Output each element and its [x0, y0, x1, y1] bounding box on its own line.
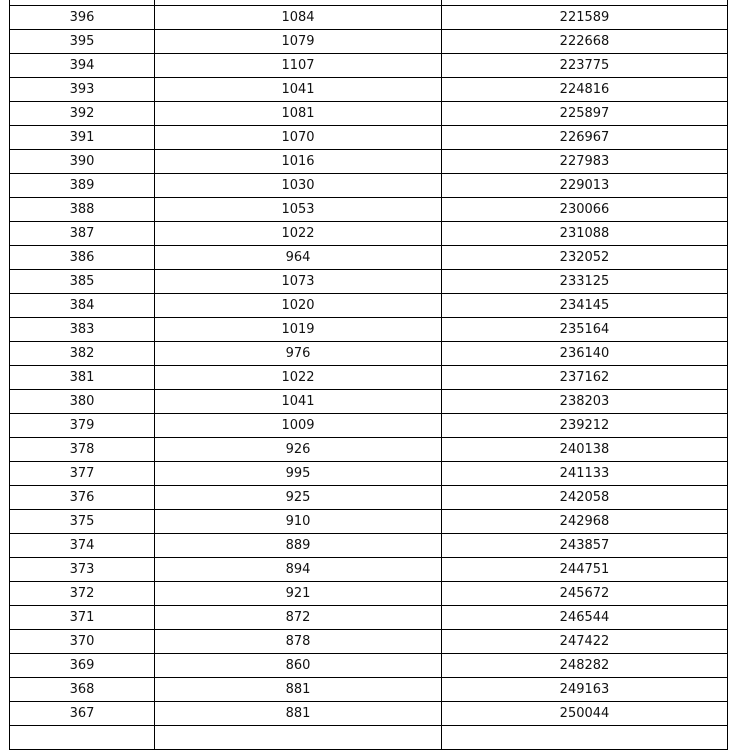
count-cell: 1016 — [155, 150, 442, 174]
cumulative-cell: 223775 — [442, 54, 728, 78]
score-cell: 373 — [10, 558, 155, 582]
score-cell: 384 — [10, 294, 155, 318]
table-row — [10, 606, 728, 630]
count-cell: 921 — [155, 582, 442, 606]
cumulative-cell: 245672 — [442, 582, 728, 606]
cumulative-cell: 240138 — [442, 438, 728, 462]
count-cell: 1053 — [155, 198, 442, 222]
score-cell: 379 — [10, 414, 155, 438]
score-cell: 371 — [10, 606, 155, 630]
table-row — [10, 390, 728, 414]
table-row — [10, 534, 728, 558]
score-cell: 376 — [10, 486, 155, 510]
table-row — [10, 6, 728, 30]
table-row — [10, 510, 728, 534]
score-cell: 369 — [10, 654, 155, 678]
table-row — [10, 78, 728, 102]
table-row — [10, 486, 728, 510]
count-cell: 1084 — [155, 6, 442, 30]
cumulative-cell: 244751 — [442, 558, 728, 582]
count-cell: 910 — [155, 510, 442, 534]
count-cell: 1019 — [155, 318, 442, 342]
score-cell: 380 — [10, 390, 155, 414]
cumulative-cell: 242968 — [442, 510, 728, 534]
cumulative-cell — [442, 726, 728, 750]
cumulative-cell: 233125 — [442, 270, 728, 294]
table-row — [10, 126, 728, 150]
cumulative-cell: 241133 — [442, 462, 728, 486]
cumulative-cell: 239212 — [442, 414, 728, 438]
table-row — [10, 414, 728, 438]
table-row — [10, 462, 728, 486]
table-row — [10, 54, 728, 78]
table-row — [10, 558, 728, 582]
count-cell: 995 — [155, 462, 442, 486]
score-cell: 378 — [10, 438, 155, 462]
cumulative-cell: 225897 — [442, 102, 728, 126]
score-cell: 387 — [10, 222, 155, 246]
count-cell: 1070 — [155, 126, 442, 150]
table-row — [10, 198, 728, 222]
score-cell: 377 — [10, 462, 155, 486]
table-row — [10, 270, 728, 294]
cumulative-cell: 229013 — [442, 174, 728, 198]
count-cell: 976 — [155, 342, 442, 366]
table-row — [10, 174, 728, 198]
score-cell: 368 — [10, 678, 155, 702]
cumulative-cell: 235164 — [442, 318, 728, 342]
count-cell: 889 — [155, 534, 442, 558]
score-cell: 390 — [10, 150, 155, 174]
score-cell: 367 — [10, 702, 155, 726]
count-cell: 926 — [155, 438, 442, 462]
score-cell: 391 — [10, 126, 155, 150]
cumulative-cell: 234145 — [442, 294, 728, 318]
score-cell: 383 — [10, 318, 155, 342]
cumulative-cell: 236140 — [442, 342, 728, 366]
cumulative-cell: 232052 — [442, 246, 728, 270]
count-cell: 964 — [155, 246, 442, 270]
score-cell: 393 — [10, 78, 155, 102]
table-row — [10, 702, 728, 726]
table-row — [10, 222, 728, 246]
cumulative-cell: 249163 — [442, 678, 728, 702]
score-cell: 392 — [10, 102, 155, 126]
table-row — [10, 342, 728, 366]
cumulative-cell: 222668 — [442, 30, 728, 54]
count-cell — [155, 726, 442, 750]
score-cell: 385 — [10, 270, 155, 294]
cumulative-cell: 231088 — [442, 222, 728, 246]
count-cell: 1073 — [155, 270, 442, 294]
cumulative-cell: 248282 — [442, 654, 728, 678]
count-cell: 1107 — [155, 54, 442, 78]
cumulative-cell: 221589 — [442, 6, 728, 30]
count-cell: 1041 — [155, 78, 442, 102]
table-row — [10, 246, 728, 270]
count-cell: 894 — [155, 558, 442, 582]
cumulative-cell: 246544 — [442, 606, 728, 630]
cumulative-cell: 238203 — [442, 390, 728, 414]
score-cell: 396 — [10, 6, 155, 30]
count-cell: 881 — [155, 678, 442, 702]
score-cell: 372 — [10, 582, 155, 606]
cumulative-cell: 230066 — [442, 198, 728, 222]
score-cell: 389 — [10, 174, 155, 198]
count-cell: 878 — [155, 630, 442, 654]
cumulative-cell: 243857 — [442, 534, 728, 558]
table-row — [10, 30, 728, 54]
score-rank-table — [9, 0, 728, 750]
score-cell — [10, 726, 155, 750]
count-cell: 881 — [155, 702, 442, 726]
cumulative-cell: 242058 — [442, 486, 728, 510]
table-row — [10, 438, 728, 462]
count-cell: 872 — [155, 606, 442, 630]
count-cell: 1081 — [155, 102, 442, 126]
score-cell: 370 — [10, 630, 155, 654]
table-row — [10, 582, 728, 606]
count-cell: 1079 — [155, 30, 442, 54]
count-cell: 1009 — [155, 414, 442, 438]
table-row — [10, 726, 728, 750]
table-row — [10, 366, 728, 390]
score-cell: 374 — [10, 534, 155, 558]
cumulative-cell: 224816 — [442, 78, 728, 102]
cumulative-cell: 237162 — [442, 366, 728, 390]
table-row — [10, 102, 728, 126]
count-cell: 1030 — [155, 174, 442, 198]
table-body — [10, 0, 728, 750]
count-cell: 1022 — [155, 366, 442, 390]
count-cell: 925 — [155, 486, 442, 510]
table-row — [10, 150, 728, 174]
count-cell: 1020 — [155, 294, 442, 318]
count-cell: 1041 — [155, 390, 442, 414]
score-cell: 394 — [10, 54, 155, 78]
table-row — [10, 654, 728, 678]
score-cell: 388 — [10, 198, 155, 222]
cumulative-cell: 227983 — [442, 150, 728, 174]
score-cell: 382 — [10, 342, 155, 366]
count-cell: 1022 — [155, 222, 442, 246]
score-cell: 375 — [10, 510, 155, 534]
score-cell: 386 — [10, 246, 155, 270]
score-cell: 381 — [10, 366, 155, 390]
table-row — [10, 630, 728, 654]
cumulative-cell: 226967 — [442, 126, 728, 150]
table-row — [10, 318, 728, 342]
score-cell: 395 — [10, 30, 155, 54]
cumulative-cell: 247422 — [442, 630, 728, 654]
table-row — [10, 678, 728, 702]
table-row — [10, 294, 728, 318]
cumulative-cell: 250044 — [442, 702, 728, 726]
count-cell: 860 — [155, 654, 442, 678]
